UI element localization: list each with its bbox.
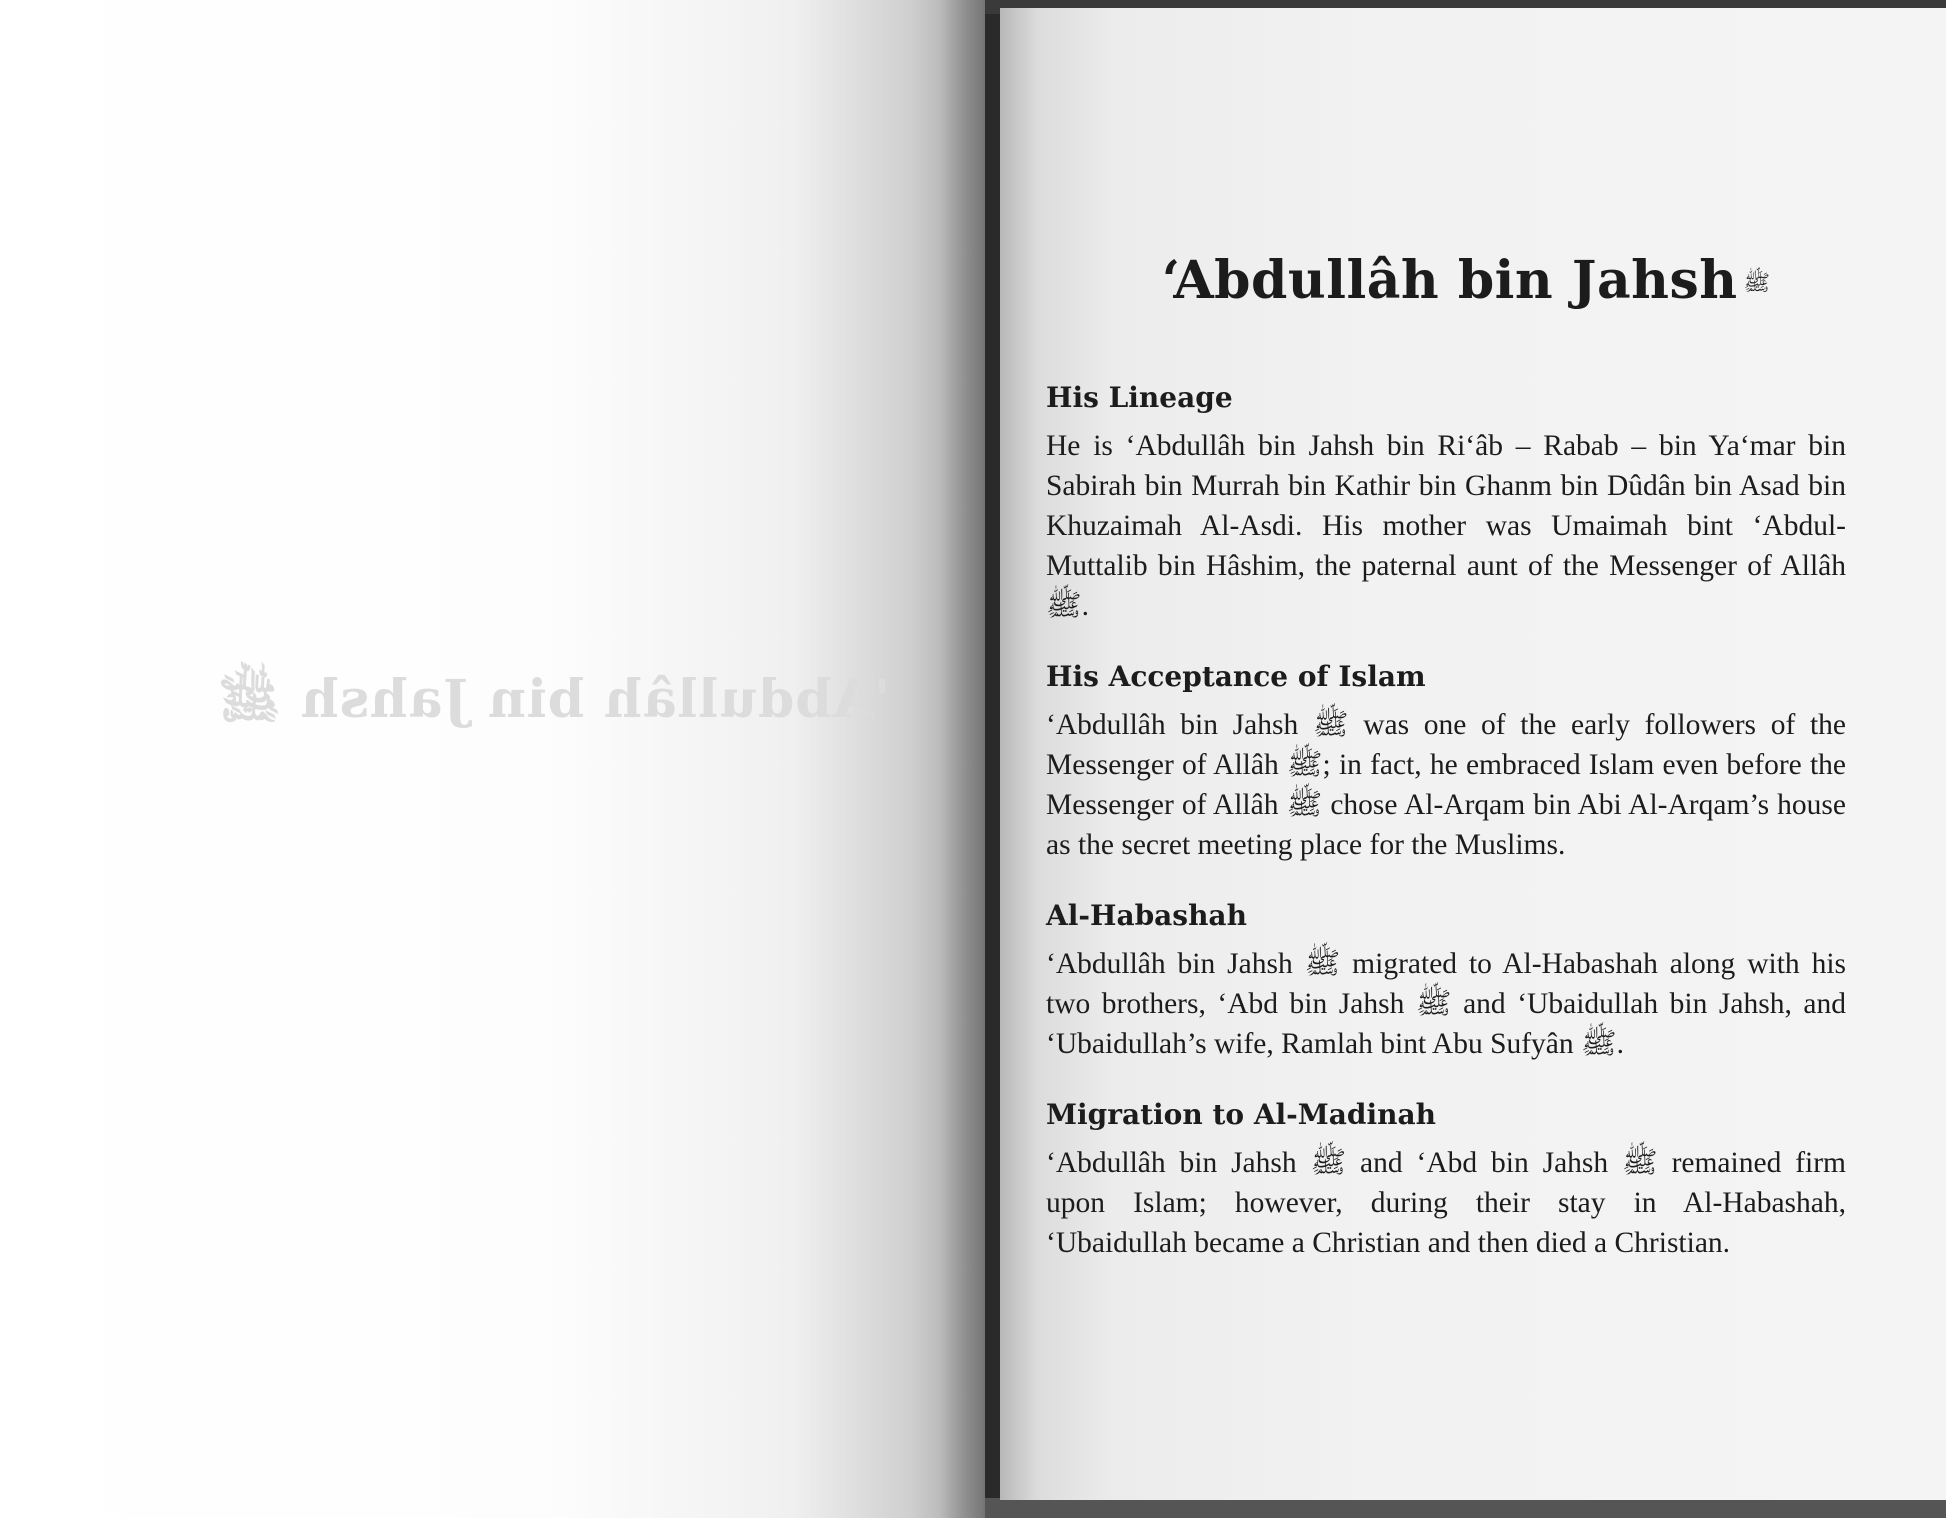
- section-heading: Al-Habashah: [1046, 899, 1247, 932]
- section-heading: His Acceptance of Islam: [1046, 660, 1426, 693]
- bottom-edge: [985, 1498, 1946, 1518]
- right-page-content: [1046, 250, 1846, 1297]
- section-lineage: [1046, 381, 1846, 626]
- section-paragraph: ‘Abdullâh bin Jahsh ﷺ and ‘Abd bin Jahsh ﷺ remained firm upon Islam; however, during their stay in Al-Habashah, ‘Ubaidullah became a Christian and then died a Christian.: [1046, 1147, 1846, 1259]
- section-heading: Migration to Al-Madinah: [1046, 1098, 1437, 1131]
- section-paragraph: ‘Abdullâh bin Jahsh ﷺ was one of the early followers of the Messenger of Allâh ﷺ; in fact, he embraced Islam even before the Messenger of Allâh ﷺ chose Al-Arqam bin Abi Al-Arqam’s house as the secret meeting place for the Muslims.: [1046, 709, 1847, 861]
- chapter-title: [1046, 250, 1846, 311]
- section-acceptance: [1046, 660, 1846, 865]
- left-page-bleed-through-title: 'Abdullâh bin Jahsh ﷺ: [217, 669, 890, 730]
- section-paragraph: ‘Abdullâh bin Jahsh ﷺ migrated to Al-Habashah along with his two brothers, ‘Abd bin Jahsh ﷺ and ‘Ubaidullah bin Jahsh, and ‘Ubaidullah’s wife, Ramlah bint Abu Sufyân ﷺ.: [1046, 948, 1846, 1060]
- section-migration: [1046, 1098, 1846, 1263]
- section-heading: His Lineage: [1046, 381, 1233, 414]
- chapter-title-text: ‘Abdullâh bin Jahsh: [1161, 250, 1738, 311]
- section-paragraph: He is ‘Abdullâh bin Jahsh bin Ri‘âb – Rabab – bin Ya‘mar bin Sabirah bin Murrah bin Kathir bin Ghanm bin Dûdân bin Asad bin Khuzaimah Al-Asdi. His mother was Umaimah bint ‘Abdul-Muttalib bin Hâshim, the paternal aunt of the Messenger of Allâh ﷺ.: [1046, 430, 1846, 622]
- section-habashah: [1046, 899, 1846, 1064]
- honorific-mark: ﷺ: [1743, 270, 1771, 296]
